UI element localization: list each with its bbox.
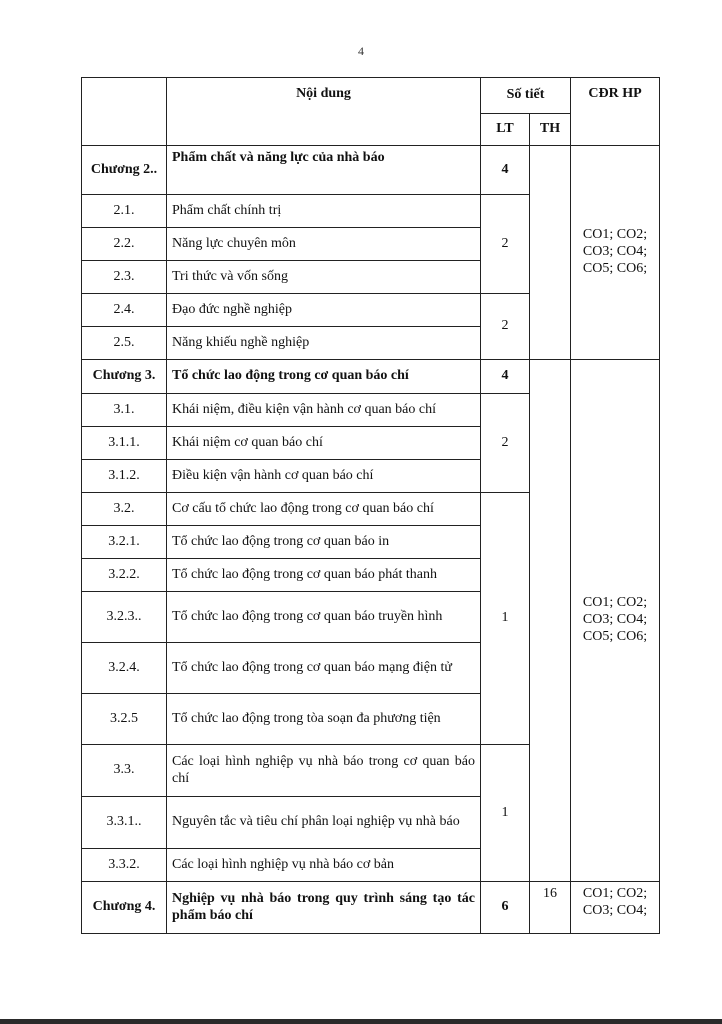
- section-title: Cơ cấu tổ chức lao động trong cơ quan báo chí: [167, 493, 481, 526]
- section-title: Tri thức và vốn sống: [167, 261, 481, 294]
- section-number: 3.2.5: [82, 694, 167, 745]
- chapter-4-lt: 6: [481, 882, 530, 934]
- chapter-3-th: [530, 360, 571, 882]
- section-number: 2.2.: [82, 228, 167, 261]
- section-title: Tổ chức lao động trong cơ quan báo in: [167, 526, 481, 559]
- header-lt: LT: [481, 114, 530, 146]
- section-lt: 2: [481, 394, 530, 493]
- section-title: Đạo đức nghề nghiệp: [167, 294, 481, 327]
- section-title: Tổ chức lao động trong cơ quan báo phát thanh: [167, 559, 481, 592]
- section-lt: 1: [481, 493, 530, 745]
- page-number: 4: [358, 44, 364, 58]
- section-title: Phẩm chất chính trị: [167, 195, 481, 228]
- chapter-3-cdr: CO1; CO2; CO3; CO4; CO5; CO6;: [571, 360, 660, 882]
- section-number: 3.2.4.: [82, 643, 167, 694]
- chapter-4-number: Chương 4.: [82, 882, 167, 934]
- table-row: [82, 360, 660, 394]
- chapter-2-cdr: CO1; CO2; CO3; CO4; CO5; CO6;: [571, 146, 660, 360]
- section-number: 3.1.: [82, 394, 167, 427]
- section-title: Tổ chức lao động trong cơ quan báo mạng điện tử: [167, 643, 481, 694]
- chapter-3-title: Tổ chức lao động trong cơ quan báo chí: [167, 360, 481, 394]
- section-number: 3.2.1.: [82, 526, 167, 559]
- section-title: Nguyên tắc và tiêu chí phân loại nghiệp vụ nhà báo: [167, 797, 481, 849]
- bottom-edge-bar: [0, 1019, 722, 1024]
- section-title: Điều kiện vận hành cơ quan báo chí: [167, 460, 481, 493]
- section-number: 2.5.: [82, 327, 167, 360]
- section-title: Năng khiếu nghề nghiệp: [167, 327, 481, 360]
- section-title: Các loại hình nghiệp vụ nhà báo trong cơ quan báo chí: [167, 745, 481, 797]
- section-number: 3.1.1.: [82, 427, 167, 460]
- section-number: 3.2.3..: [82, 592, 167, 643]
- section-number: 2.4.: [82, 294, 167, 327]
- section-number: 3.2.: [82, 493, 167, 526]
- table-row: [82, 882, 660, 934]
- section-number: 3.3.2.: [82, 849, 167, 882]
- section-title: Các loại hình nghiệp vụ nhà báo cơ bản: [167, 849, 481, 882]
- chapter-4-title: Nghiệp vụ nhà báo trong quy trình sáng tạo tác phẩm báo chí: [167, 882, 481, 934]
- section-title: Tổ chức lao động trong tòa soạn đa phương tiện: [167, 694, 481, 745]
- section-lt: 2: [481, 195, 530, 294]
- section-number: 3.3.: [82, 745, 167, 797]
- section-lt: 2: [481, 294, 530, 360]
- chapter-3-lt: 4: [481, 360, 530, 394]
- section-number: 2.1.: [82, 195, 167, 228]
- section-lt: 1: [481, 745, 530, 882]
- chapter-3-number: Chương 3.: [82, 360, 167, 394]
- section-title: Khái niệm, điều kiện vận hành cơ quan báo chí: [167, 394, 481, 427]
- section-title: Năng lực chuyên môn: [167, 228, 481, 261]
- chapter-4-cdr: CO1; CO2; CO3; CO4;: [571, 882, 660, 934]
- header-th: TH: [530, 114, 571, 146]
- chapter-2-lt: 4: [481, 146, 530, 195]
- chapter-2-th: [530, 146, 571, 360]
- section-number: 3.1.2.: [82, 460, 167, 493]
- table-row: [82, 146, 660, 195]
- chapter-4-th: 16: [530, 882, 571, 934]
- header-content: Nội dung: [167, 78, 481, 146]
- chapter-2-title: Phẩm chất và năng lực của nhà báo: [167, 146, 481, 195]
- syllabus-table: [81, 77, 660, 934]
- section-number: 3.3.1..: [82, 797, 167, 849]
- section-number: 2.3.: [82, 261, 167, 294]
- section-title: Tổ chức lao động trong cơ quan báo truyền hình: [167, 592, 481, 643]
- header-periods: Số tiết: [481, 78, 571, 114]
- section-title: Khái niệm cơ quan báo chí: [167, 427, 481, 460]
- section-number: 3.2.2.: [82, 559, 167, 592]
- chapter-2-number: Chương 2..: [82, 146, 167, 195]
- header-cdr: CĐR HP: [571, 78, 660, 146]
- header-blank-cell: [82, 78, 167, 146]
